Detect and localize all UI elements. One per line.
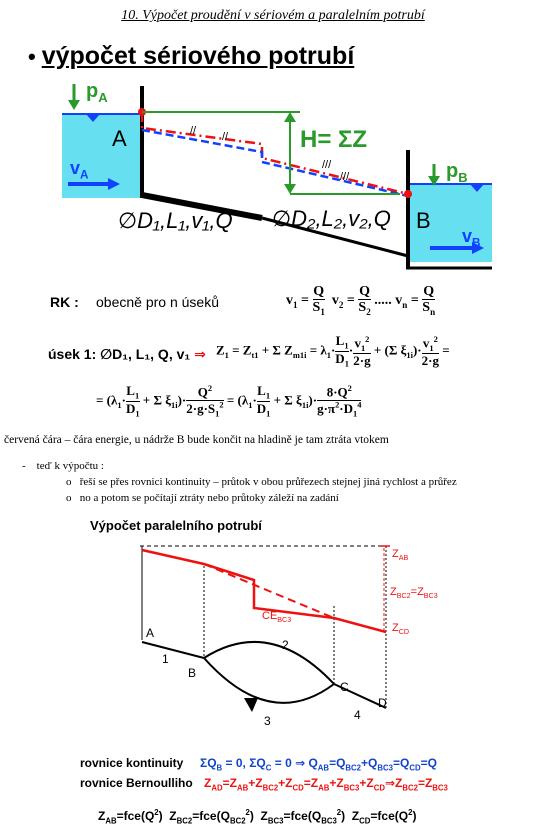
pipe-2-number: 2	[282, 638, 289, 652]
rk-label: RK :	[50, 294, 79, 310]
continuity-equation: $\Sigma Q_B = 0$, $\Sigma Q_C = 0$ ⇒ $Q_{AB}=Q_{BC2}+Q_{BC3}=Q_{CD}=Q$	[200, 756, 437, 773]
point-b-label: B	[188, 666, 197, 680]
pipe-2-label: ∅D₂,L₂,v₂,Q	[272, 206, 391, 231]
section-title-text: výpočet sériového potrubí	[41, 42, 355, 70]
usek-formula-line1: $Z_1 = Z_{t1} + \Sigma$ $Z_{m1i} = \lambda_1\cdot$ $\frac{L_1}{D_1}\cdot$ $\frac{v_1^2}{2\cdot g} + (\Sigma$ $\xi_{1i})\cdot$ $\frac{v_1^2}{2\cdot g}$ =	[216, 333, 450, 369]
tank-a-label: A	[112, 126, 127, 151]
bottom-equation: $Z_{AB}=fce(Q^2)$ $Z_{BC2}=fce(Q_{BC2}^2)$ $Z_{BC3}=fce(Q_{BC3}^2)$ $Z_{CD}=fce(Q^2)$	[98, 808, 417, 826]
va-label: $v_A$	[70, 158, 89, 182]
energy-line	[142, 112, 408, 194]
h-arrow-up	[284, 112, 296, 122]
z-cd-label: $Z_{CD}$	[392, 622, 410, 637]
z-ab-label: $Z_{AB}$	[392, 548, 409, 563]
pipe-1-number: 1	[162, 652, 169, 666]
continuity-label: rovnice kontinuity	[80, 756, 184, 770]
point-c-label: C	[340, 680, 349, 694]
usek-label: úsek 1: ∅D₁, L₁, Q, v₁ ⇒	[48, 346, 206, 362]
pa-label: $p_A$	[86, 80, 108, 105]
tank-b-label: B	[416, 208, 431, 233]
h-arrow-down	[284, 184, 296, 194]
list-item: o řeší se přes rovnici kontinuity – průtok v obou průřezech stejnej jiná rychlost a průřez	[66, 476, 457, 488]
pa-arrow-icon	[68, 100, 80, 110]
hatch-4: ///	[340, 171, 350, 183]
parallel-title: Výpočet paralelního potrubí	[90, 518, 262, 533]
ce-label: $ČE_{BC3}$	[262, 610, 292, 625]
rk-formula: $v_1$ = $\frac{Q}{S_1} v_2$ = $\frac{Q}{S_2}$ ..... $v_n$ = $\frac{Q}{S_n}$	[286, 284, 436, 318]
valve-icon	[244, 698, 258, 712]
hatch-2: //	[222, 131, 229, 143]
h-sum-label: H= ΣZ	[300, 126, 368, 153]
bullet-icon: •	[28, 44, 36, 69]
list-item: o no a potom se počítají ztráty nebo průtoky záleží na zadání	[66, 492, 339, 504]
hatch-1: //	[190, 125, 197, 137]
pipe-1-label: ∅D₁,L₁,v₁,Q	[118, 208, 233, 233]
vb-label: $v_B$	[462, 226, 481, 250]
bernoulli-label: rovnice Bernoulliho	[80, 776, 193, 790]
section-title	[28, 42, 354, 71]
usek-formula-line2: = ($\lambda_1\cdot$ $\frac{L_1}{D_1} + \Sigma$ $\xi_{1i})\cdot$ $\frac{Q^2}{2\cdot g\cdot S_1^2} = (\lambda_1\cdot$ $\frac{L_1}{D_1} + \Sigma$ $\xi_{1i})\cdot$ $\frac{8\cdot Q^2}{g\cdot\pi^2\cdot D_1^4}$	[96, 383, 362, 419]
z-bc-label: $Z_{BC2}=Z_{BC3}$	[390, 586, 438, 601]
pipe-4-number: 4	[354, 708, 361, 722]
hatch-3: ///	[322, 159, 332, 171]
bernoulli-equation: $Z_{AD}=Z_{AB}+Z_{BC2}+Z_{CD}=Z_{AB}+Z_{BC3}+Z_{CD}\Rightarrow Z_{BC2}=Z_{BC3}$	[204, 776, 448, 793]
rk-text: obecně pro n úseků	[96, 294, 219, 310]
piezometric-line	[142, 130, 408, 196]
pb-label: $p_B$	[446, 160, 468, 185]
list-intro: - teď k výpočtu :	[22, 460, 104, 472]
point-a-label: A	[146, 626, 155, 640]
parallel-pipe-diagram	[0, 536, 546, 726]
energy-line-note: červená čára – čára energie, u nádrže B bude končit na hladině je tam ztráta vtokem	[4, 434, 389, 446]
point-b-marker	[404, 190, 412, 198]
pipe-1	[142, 642, 204, 658]
pipe-3-number: 3	[264, 714, 271, 728]
page-title: 10. Výpočet proudění v sériovém a paralelním potrubí	[121, 8, 425, 23]
point-d-label: D	[378, 696, 387, 710]
